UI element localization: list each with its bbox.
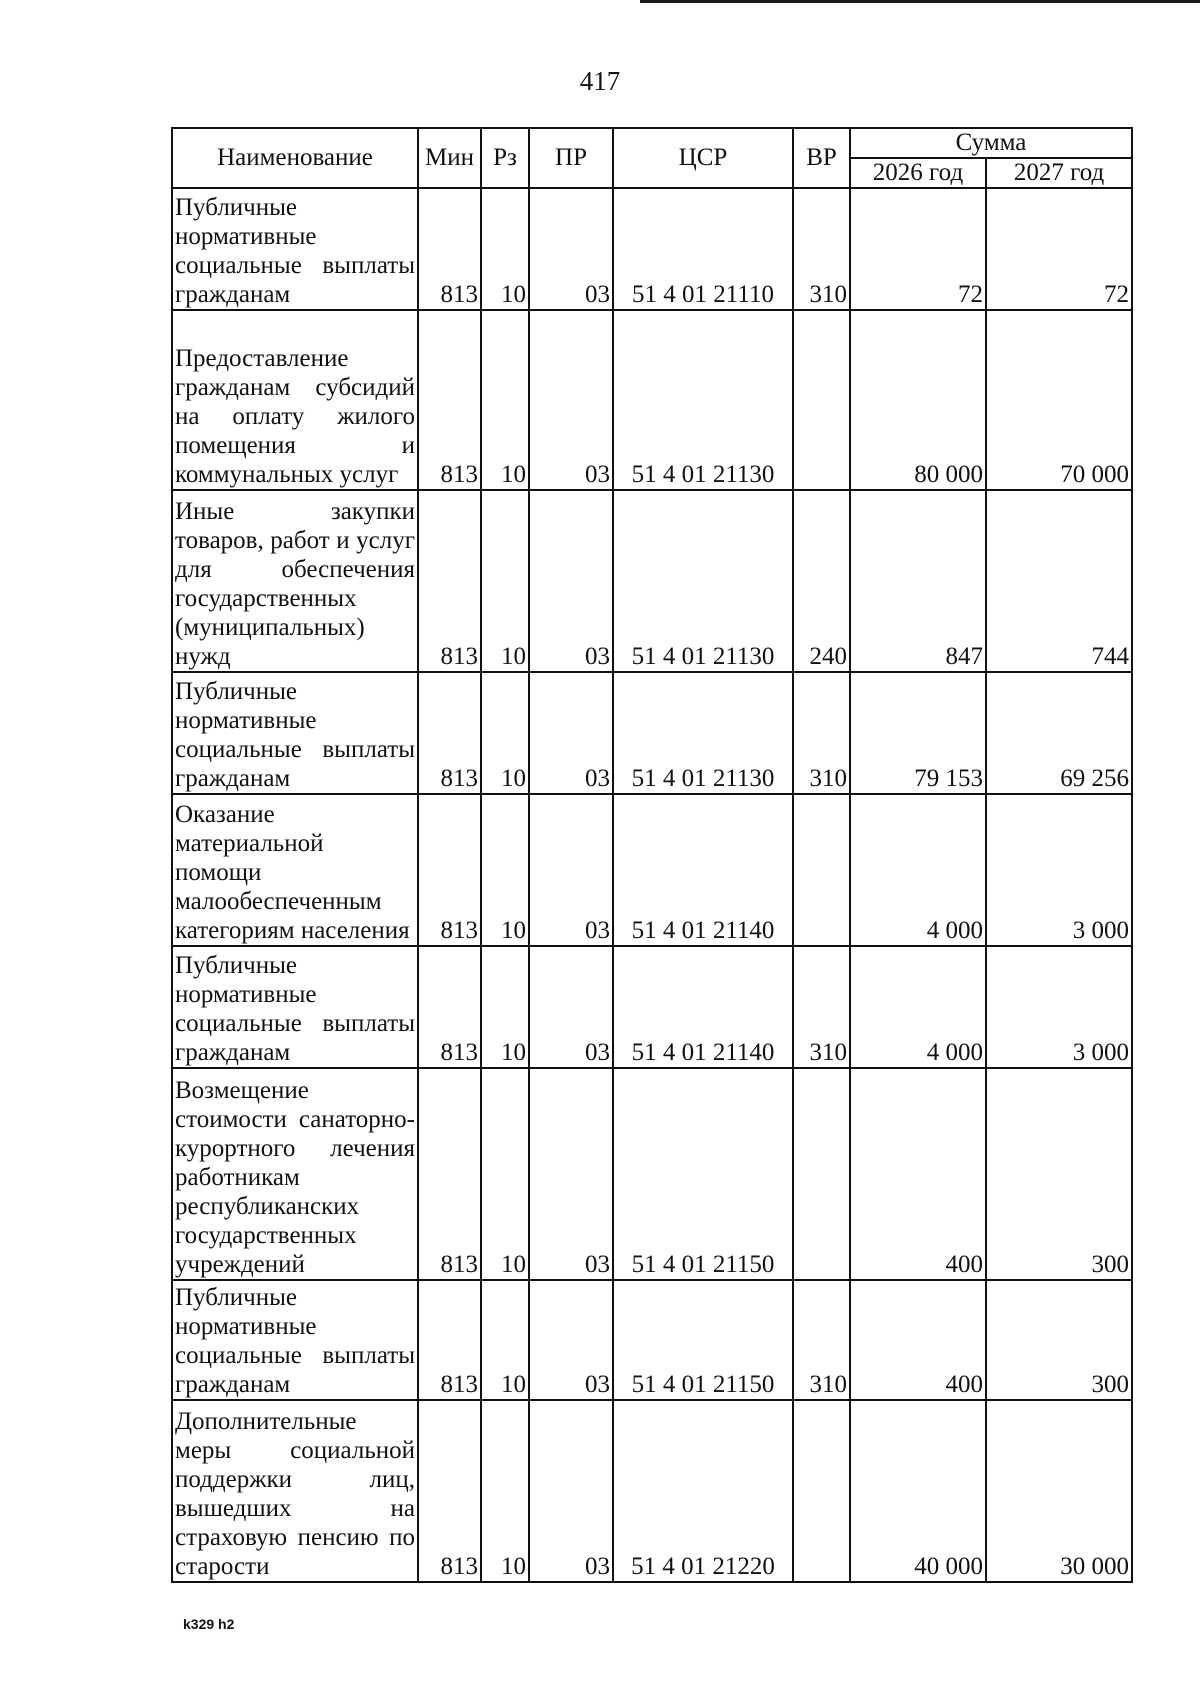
row-rz: 10: [481, 310, 529, 490]
row-2027: 72: [986, 188, 1132, 310]
row-2027: 300: [986, 1068, 1132, 1280]
row-pr: 03: [529, 310, 613, 490]
row-csr: 51 4 01 21140: [613, 946, 793, 1068]
header-min: Мин: [418, 128, 481, 188]
header-year-2027: 2027 год: [986, 158, 1132, 188]
row-min: 813: [418, 1400, 481, 1582]
table-row: [172, 946, 1132, 1068]
row-rz: 10: [481, 1400, 529, 1582]
row-min: 813: [418, 1280, 481, 1400]
row-2026: 400: [850, 1068, 986, 1280]
row-csr: 51 4 01 21150: [613, 1068, 793, 1280]
row-vr: 310: [793, 946, 850, 1068]
row-2027: 300: [986, 1280, 1132, 1400]
row-min: 813: [418, 1068, 481, 1280]
page-number: 417: [579, 66, 621, 96]
row-2027: 744: [986, 490, 1132, 672]
row-csr: 51 4 01 21140: [613, 794, 793, 946]
row-pr: 03: [529, 946, 613, 1068]
header-vr: ВР: [793, 128, 850, 188]
row-csr: 51 4 01 21150: [613, 1280, 793, 1400]
row-min: 813: [418, 794, 481, 946]
row-rz: 10: [481, 188, 529, 310]
budget-table: [171, 127, 1133, 1583]
scan-edge-line: [640, 0, 1200, 3]
row-csr: 51 4 01 21110: [613, 188, 793, 310]
row-name: Публичные нормативные социальные выплаты гражданам: [172, 672, 418, 794]
row-2026: 40 000: [850, 1400, 986, 1582]
row-pr: 03: [529, 1068, 613, 1280]
row-min: 813: [418, 310, 481, 490]
row-rz: 10: [481, 1280, 529, 1400]
row-2026: 4 000: [850, 946, 986, 1068]
row-2027: 69 256: [986, 672, 1132, 794]
row-min: 813: [418, 672, 481, 794]
table-row: [172, 1280, 1132, 1400]
row-pr: 03: [529, 1280, 613, 1400]
row-2026: 79 153: [850, 672, 986, 794]
row-vr: [793, 1400, 850, 1582]
row-min: 813: [418, 188, 481, 310]
row-csr: 51 4 01 21220: [613, 1400, 793, 1582]
table-body: [172, 188, 1132, 1582]
row-2027: 3 000: [986, 946, 1132, 1068]
header-sum: Сумма: [850, 128, 1132, 158]
row-csr: 51 4 01 21130: [613, 672, 793, 794]
row-rz: 10: [481, 794, 529, 946]
footer-code: k329 h2: [183, 1616, 235, 1632]
table-row: [172, 672, 1132, 794]
row-rz: 10: [481, 490, 529, 672]
table-row: [172, 490, 1132, 672]
row-vr: 310: [793, 188, 850, 310]
row-name: Публичные нормативные социальные выплаты гражданам: [172, 946, 418, 1068]
table-row: [172, 794, 1132, 946]
row-rz: 10: [481, 1068, 529, 1280]
row-pr: 03: [529, 672, 613, 794]
row-2026: 847: [850, 490, 986, 672]
row-vr: 240: [793, 490, 850, 672]
row-name: Оказание материальной помощи малообеспеченным категориям населения: [172, 794, 418, 946]
header-year-2026: 2026 год: [850, 158, 986, 188]
row-2027: 30 000: [986, 1400, 1132, 1582]
row-pr: 03: [529, 490, 613, 672]
row-vr: 310: [793, 672, 850, 794]
header-name: Наименование: [172, 128, 418, 188]
row-2026: 400: [850, 1280, 986, 1400]
row-pr: 03: [529, 188, 613, 310]
row-2027: 70 000: [986, 310, 1132, 490]
row-2026: 4 000: [850, 794, 986, 946]
row-min: 813: [418, 490, 481, 672]
row-rz: 10: [481, 946, 529, 1068]
row-pr: 03: [529, 1400, 613, 1582]
row-name: Дополнительные меры социальной поддержки лиц, вышедших на страховую пенсию по старости: [172, 1400, 418, 1582]
header-pr: ПР: [529, 128, 613, 188]
row-2026: 80 000: [850, 310, 986, 490]
row-vr: [793, 310, 850, 490]
row-vr: [793, 794, 850, 946]
table-row: [172, 1068, 1132, 1280]
row-name: Публичные нормативные социальные выплаты гражданам: [172, 188, 418, 310]
row-pr: 03: [529, 794, 613, 946]
row-vr: 310: [793, 1280, 850, 1400]
row-min: 813: [418, 946, 481, 1068]
row-2026: 72: [850, 188, 986, 310]
row-csr: 51 4 01 21130: [613, 490, 793, 672]
table-row: [172, 310, 1132, 490]
row-name: Публичные нормативные социальные выплаты гражданам: [172, 1280, 418, 1400]
table-row: [172, 1400, 1132, 1582]
row-2027: 3 000: [986, 794, 1132, 946]
row-vr: [793, 1068, 850, 1280]
row-csr: 51 4 01 21130: [613, 310, 793, 490]
row-rz: 10: [481, 672, 529, 794]
header-csr: ЦСР: [613, 128, 793, 188]
row-name: Иные закупки товаров, работ и услуг для обеспечения государственных (муниципальных) нужд: [172, 490, 418, 672]
row-name: Предоставление гражданам субсидий на оплату жилого помещения и коммунальных услуг: [172, 310, 418, 490]
header-rz: Рз: [481, 128, 529, 188]
row-name: Возмещение стоимости санаторно-курортного лечения работникам республиканских государственных учреждений: [172, 1068, 418, 1280]
table-row: [172, 188, 1132, 310]
